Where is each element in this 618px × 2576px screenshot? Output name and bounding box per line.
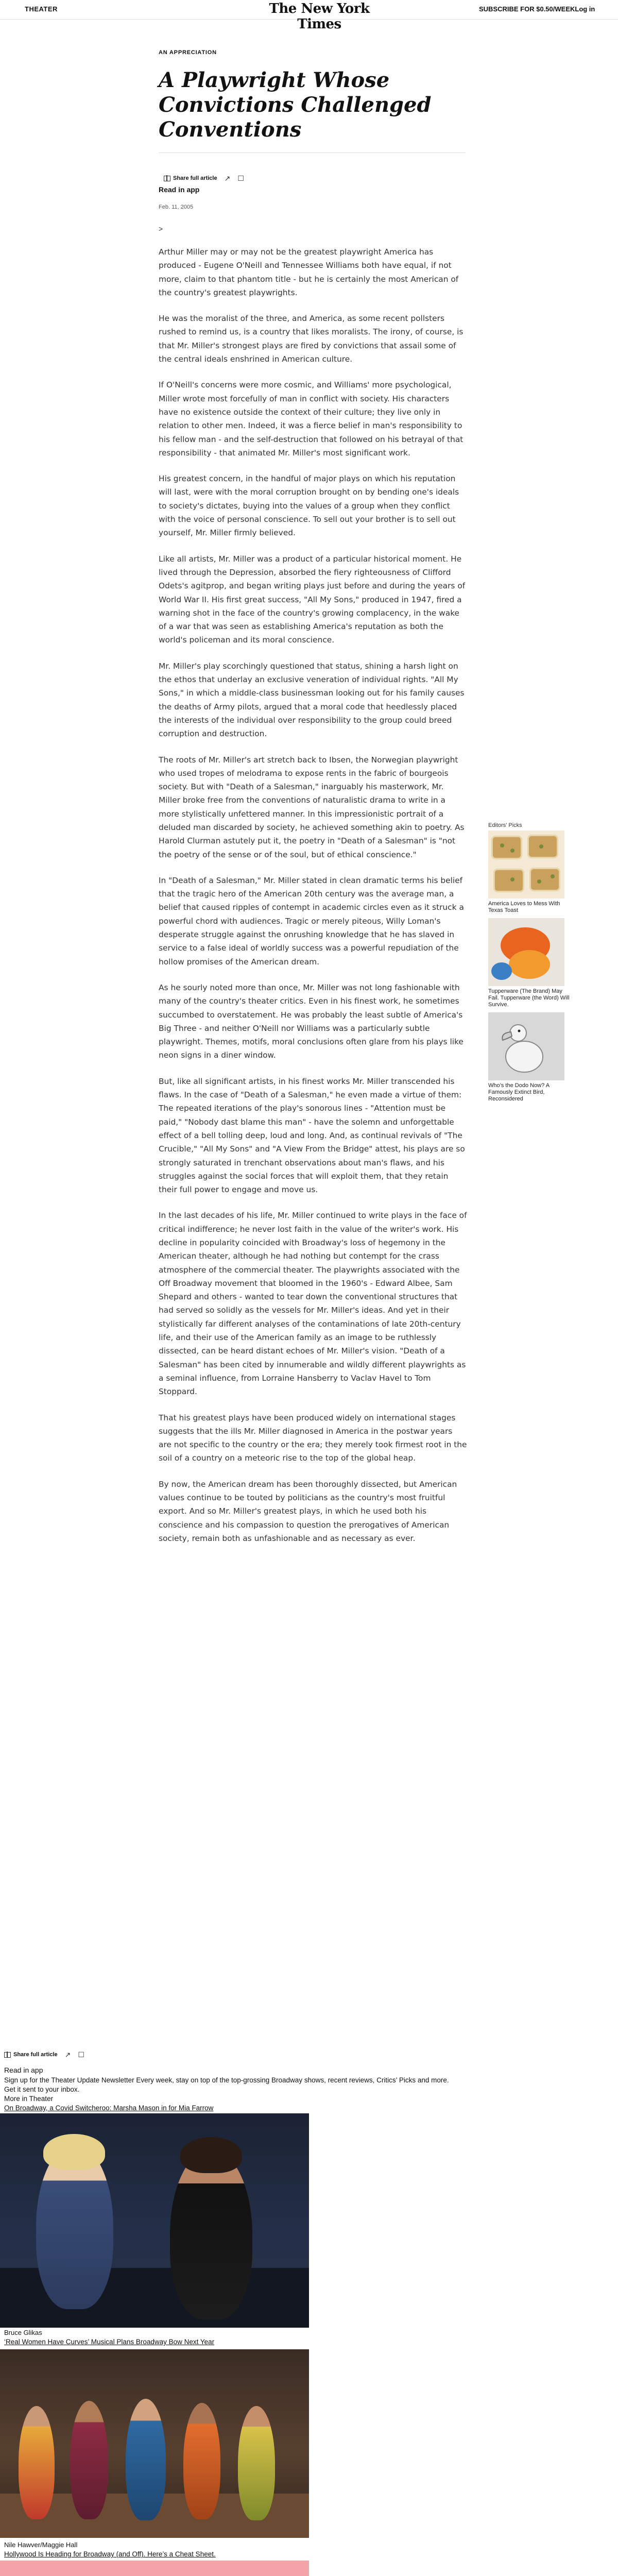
- dodo-bird-image: [488, 1012, 564, 1080]
- article-paragraph: As he sourly noted more than once, Mr. Miller was not long fashionable with many of the country's theater critics. Even in his finest work, he sometimes succumbed to overstatement. He was probably the least subtle of America's Big Three - and neither O'Neill nor Williams was a particularly subtle playwright. Themes, motifs, moral conclusions often glare from his plays like neon signs in a diner window.: [159, 982, 464, 1060]
- share-full-article-button[interactable]: [164, 175, 217, 181]
- article-paragraph: By now, the American dream has been thoroughly dissected, but American values continue to be touted by politicians as the country's most fruitful export. And so Mr. Miller's greatest plays, in which he used both his conscience and his compassion to question the prerogatives of American society, remain both as unfashionable and as necessary as ever.: [159, 1479, 457, 1543]
- more-in-theater-link[interactable]: ‘Real Women Have Curves’ Musical Plans Broadway Bow Next Year: [4, 2338, 215, 2346]
- texas-toast-image: [488, 831, 564, 899]
- more-in-theater-link[interactable]: Hollywood Is Heading for Broadway (and Off). Here’s a Cheat Sheet.: [4, 2550, 216, 2558]
- gift-icon: [4, 2052, 11, 2058]
- editors-pick-caption[interactable]: Tupperware (The Brand) May Fail. Tupperware (the Word) Will Survive.: [488, 988, 570, 1008]
- article-body: [159, 245, 468, 1557]
- footer-share-toolbar: [4, 2049, 84, 2060]
- bookmark-icon[interactable]: ☐: [78, 2050, 84, 2059]
- gift-icon: [164, 176, 170, 181]
- editors-picks-sidebar: [488, 822, 571, 1107]
- header-divider: [159, 152, 466, 153]
- article-paragraph: Like all artists, Mr. Miller was a product of a particular historical moment. He lived through the Depression, absorbed the fiery righteousness of Clifford Odets's agitprop, and began writing plays just before and during the years of World War II. His first great success, "All My Sons," produced in 1947, fired a warning shot in the face of the country's growing complacency, in the wake of a war that was seen as establishing America's reputation as both the world's policeman and its moral conscience.: [159, 554, 466, 645]
- top-bar: [0, 0, 618, 32]
- article-paragraph: In the last decades of his life, Mr. Miller continued to write plays in the face of critical indifference; he never lost faith in the value of the writer's work. His decline in popularity coincided with Broadway's loss of hegemony in the American theater, although he had nothing but contempt for the crass atmosphere of the commercial theater. The playwrights associated with the Off Broadway movement that bloomed in the 1960's - Edward Albee, Sam Shepard and others - wanted to tear down the conventional structures that had served so solidly as the vessels for Mr. Miller's ideas. And yet in their stylistically far different analyses of the contaminations of late 20th-century life, and their use of the American family as an image to be ruthlessly dissected, can be heard distant echoes of Mr. Miller's vision. "Death of a Salesman" has been cited by innumerable and wildly different playwrights as a seminal influence, from Lorraine Hansberry to Vaclav Havel to Tom Stoppard.: [159, 1211, 467, 1397]
- celebrity-collage-photo[interactable]: [0, 2561, 309, 2576]
- chevron-right-icon: >: [159, 225, 163, 233]
- newsletter-promo[interactable]: Sign up for the Theater Update Newsletter Every week, stay on top of the top-grossing Broadway shows, recent reviews, Critics’ Picks and more.: [4, 2076, 449, 2084]
- editors-picks-title: Editors' Picks: [488, 822, 522, 828]
- more-in-theater-heading: More in Theater: [4, 2095, 54, 2103]
- photo-credit: Bruce Glikas: [4, 2329, 42, 2336]
- article-paragraph: The roots of Mr. Miller's art stretch back to Ibsen, the Norwegian playwright who used tropes of melodrama to expose rents in the fabric of bourgeois society. But with "Death of a Salesman," inarguably his masterwork, Mr. Miller broke free from the conventions of naturalistic drama to write in a more stylistically unfettered manner. In this impressionistic portrait of a deluded man discarded by society, he achieved something akin to poetry. As Harold Clurman astutely put it, the poetry in "Death of a Salesman" is "not the poetry of the sense or of the soul, but of ethical conscience.": [159, 755, 465, 859]
- stage-applause-photo[interactable]: [0, 2113, 309, 2328]
- article-paragraph: In "Death of a Salesman," Mr. Miller stated in clean dramatic terms his belief that the tragic hero of the American 20th century was the average man, a belief that caused ripples of contempt in academic circles even as it struck a powerful chord with audiences. Tragic or merely piteous, Willy Loman's desperate struggle against the onrushing knowledge that he has slaved in service to a false ideal of worldly success was a powerful repudiation of the hollow promises of the American dream.: [159, 875, 464, 967]
- newsletter-inbox-link[interactable]: Get it sent to your inbox.: [4, 2086, 80, 2093]
- share-toolbar: [164, 173, 244, 183]
- article-paragraph: That his greatest plays have been produced widely on international stages suggests that the ills Mr. Miller diagnosed in America in the postwar years are not specific to the country or the era; they merely took firmest root in the soil of a country on a meteoric rise to the top of the global heap.: [159, 1413, 467, 1463]
- musical-cast-photo[interactable]: [0, 2349, 309, 2538]
- tupperware-image: [488, 918, 564, 986]
- editors-pick-item[interactable]: [488, 1012, 571, 1103]
- read-in-app-link[interactable]: Read in app: [4, 2066, 43, 2074]
- article-paragraph: Mr. Miller's play scorchingly questioned that status, shining a harsh light on the ethos that underlay an exclusive veneration of individual rights. "All My Sons," in which a middle-class businessman looking out for his family causes the deaths of Army pilots, argued that a moral code that heedlessly placed the interests of the individual over responsibility to the group could breed corruption and destruction.: [159, 661, 465, 739]
- share-arrow-icon[interactable]: ↗: [224, 174, 231, 182]
- editors-pick-caption[interactable]: Who’s the Dodo Now? A Famously Extinct Bird, Reconsidered: [488, 1082, 550, 1102]
- more-in-theater-link[interactable]: On Broadway, a Covid Switcheroo: Marsha Mason in for Mia Farrow: [4, 2104, 214, 2112]
- share-arrow-icon[interactable]: ↗: [64, 2050, 71, 2059]
- article-headline: A Playwright Whose Convictions Challenged Conventions: [159, 68, 432, 142]
- article-paragraph: If O'Neill's concerns were more cosmic, and Williams' more psychological, Miller wrote most forcefully of man in conflict with society. His characters have no existence outside the context of their culture; they live only in relation to other men. Indeed, it was a fierce belief in man's responsibility to his fellow man - and the self-destruction that followed on his betrayal of that responsibility - that animated Mr. Miller's most significant work.: [159, 380, 464, 457]
- subscribe-login-link[interactable]: SUBSCRIBE FOR $0.50/WEEKLog in: [479, 5, 595, 13]
- article-paragraph: His greatest concern, in the handful of major plays on which his reputation will last, were with the moral corruption brought on by bending one's ideals to society's dictates, buying into the values of a group when they conflict with the voice of personal conscience. To sell out your brother is to sell out yourself, Mr. Miller firmly believed.: [159, 474, 459, 538]
- bookmark-icon[interactable]: ☐: [237, 174, 244, 182]
- article-paragraph: He was the moralist of the three, and America, as some recent pollsters rushed to remind us, is a country that likes moralists. The irony, of course, is that Mr. Miller's strongest plays are fired by convictions that assail some of the central ideals enshrined in American culture.: [159, 314, 464, 364]
- photo-credit: Nile Hawver/Maggie Hall: [4, 2541, 78, 2549]
- share-full-article-button[interactable]: [4, 2052, 58, 2058]
- masthead-logo[interactable]: The New York Times: [269, 1, 370, 32]
- editors-pick-item[interactable]: [488, 831, 571, 914]
- read-in-app-link[interactable]: Read in app: [159, 185, 200, 194]
- publication-date: Feb. 11, 2005: [159, 204, 194, 210]
- article-paragraph: But, like all significant artists, in his finest works Mr. Miller transcended his flaws. In the case of "Death of a Salesman," he even made a virtue of them: The repeated iterations of the play's sonorous lines - "Attention must be paid," "Nobody dast blame this man" - have the solemn and unforgettable effect of a bell tolling deep, loud and long. And, as continual revivals of "The Crucible," "All My Sons" and "A View From the Bridge" attest, his plays are so strongly saturated in trenchant observations about man's flaws, and his struggles against the social forces that will exploit them, that they retain their full power to engage and move us.: [159, 1076, 465, 1195]
- share-label: Share full article: [13, 2052, 58, 2058]
- editors-pick-item[interactable]: [488, 918, 571, 1008]
- article-paragraph: Arthur Miller may or may not be the greatest playwright America has produced - Eugene O'Neill and Tennessee Williams both have equal, if not more, claim to that phantom title - but he is certainly the most American of the country's greatest playwrights.: [159, 247, 459, 297]
- article-kicker: AN APPRECIATION: [159, 49, 217, 56]
- share-label: Share full article: [173, 175, 217, 181]
- section-link[interactable]: THEATER: [25, 5, 58, 13]
- editors-pick-caption[interactable]: America Loves to Mess With Texas Toast: [488, 901, 560, 913]
